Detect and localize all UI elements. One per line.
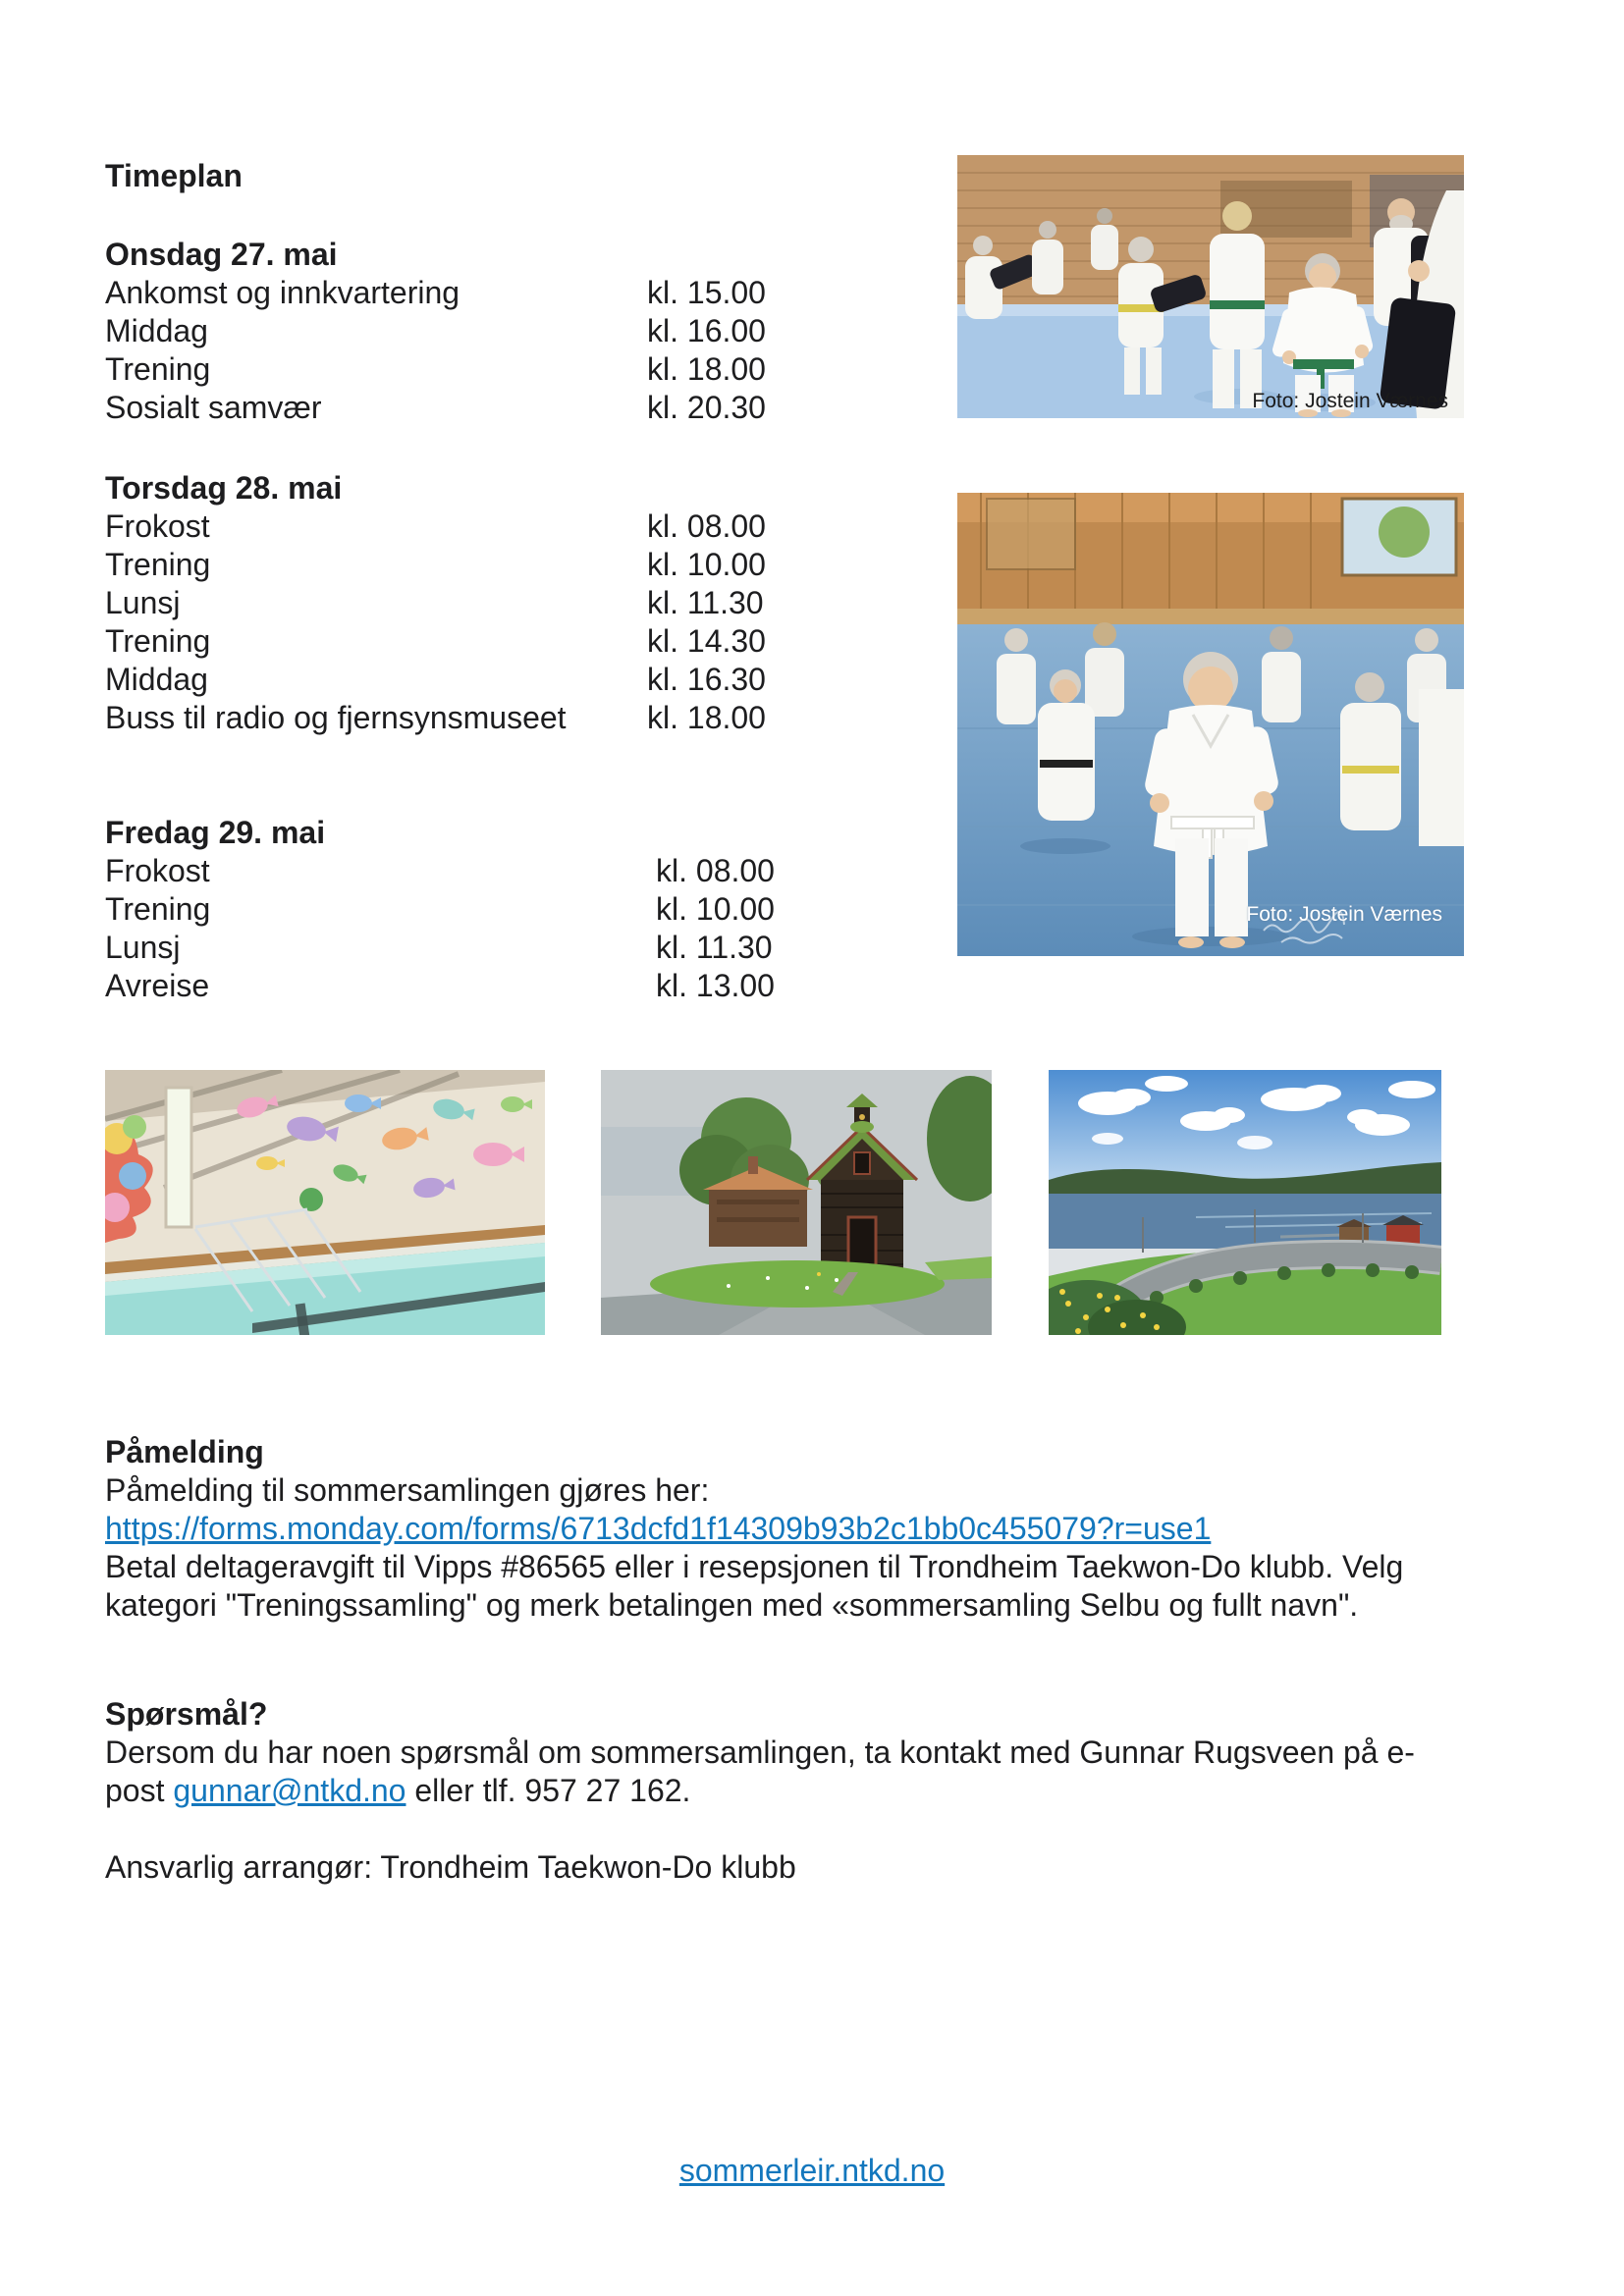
activity: Trening xyxy=(105,547,211,582)
schedule-row xyxy=(105,546,1067,584)
timeplan-heading: Timeplan xyxy=(105,158,243,193)
footer-site-link[interactable]: sommerleir.ntkd.no xyxy=(678,2153,946,2188)
day-label: Onsdag 27. mai xyxy=(105,237,338,272)
photo-training-action xyxy=(957,155,1464,418)
email-link[interactable]: gunnar@ntkd.no xyxy=(173,1773,406,1808)
activity: Frokost xyxy=(105,508,210,544)
schedule-row xyxy=(105,929,1067,967)
schedule-row xyxy=(105,584,1067,622)
schedule-row xyxy=(105,389,1067,427)
activity: Frokost xyxy=(105,853,210,888)
time: kl. 20.30 xyxy=(647,390,766,425)
photo-credit: Foto: Jostein Værnes xyxy=(1246,903,1442,926)
schedule-row xyxy=(105,350,1067,389)
time: kl. 11.30 xyxy=(656,930,773,965)
activity: Trening xyxy=(105,351,211,387)
time: kl. 16.30 xyxy=(647,662,766,697)
schedule-row xyxy=(105,852,1067,890)
photo-training-group xyxy=(957,493,1464,956)
schedule-row xyxy=(105,661,1067,699)
registration-heading: Påmelding xyxy=(105,1434,264,1469)
activity: Middag xyxy=(105,313,208,348)
time: kl. 10.00 xyxy=(647,547,766,582)
activity: Lunsj xyxy=(105,585,181,620)
registration-intro: Påmelding til sommersamlingen gjøres her: xyxy=(105,1472,710,1508)
fjord-landscape-illustration xyxy=(1049,1070,1441,1335)
schedule-row xyxy=(105,622,1067,661)
time: kl. 10.00 xyxy=(656,891,775,927)
schedule-row xyxy=(105,312,1067,350)
time: kl. 15.00 xyxy=(647,275,766,310)
questions-text-before: Dersom du har noen spørsmål om sommersamlingen, ta kontakt med Gunnar Rugsveen på e-post xyxy=(105,1735,1415,1808)
activity: Lunsj xyxy=(105,930,181,965)
training-group-illustration xyxy=(957,493,1464,956)
time: kl. 11.30 xyxy=(647,585,764,620)
schedule-row xyxy=(105,507,1067,546)
photo-swimming-pool xyxy=(105,1070,545,1335)
old-building-illustration xyxy=(601,1070,992,1335)
questions-heading: Spørsmål? xyxy=(105,1696,268,1732)
organizer-line: Ansvarlig arrangør: Trondheim Taekwon-Do klubb xyxy=(105,1849,796,1885)
day-label: Fredag 29. mai xyxy=(105,815,326,850)
activity: Ankomst og innkvartering xyxy=(105,275,460,310)
time: kl. 18.00 xyxy=(647,351,766,387)
time: kl. 08.00 xyxy=(656,853,775,888)
swimming-pool-illustration xyxy=(105,1070,545,1335)
questions-paragraph xyxy=(105,1734,1452,1810)
activity: Sosialt samvær xyxy=(105,390,322,425)
time: kl. 08.00 xyxy=(647,508,766,544)
page-footer xyxy=(0,2152,1624,2190)
activity: Middag xyxy=(105,662,208,697)
schedule-day-fredag xyxy=(105,814,1067,1005)
questions-text-after: eller tlf. 957 27 162. xyxy=(406,1773,691,1808)
training-action-illustration xyxy=(957,155,1464,418)
time: kl. 14.30 xyxy=(647,623,766,659)
photo-old-building xyxy=(601,1070,992,1335)
day-label: Torsdag 28. mai xyxy=(105,470,343,506)
time: kl. 16.00 xyxy=(647,313,766,348)
schedule-row xyxy=(105,967,1067,1005)
registration-form-link[interactable]: https://forms.monday.com/forms/6713dcfd1f14309b93b2c1bb0c455079?r=use1 xyxy=(105,1511,1212,1546)
activity: Trening xyxy=(105,623,211,659)
activity: Avreise xyxy=(105,968,210,1003)
activity: Trening xyxy=(105,891,211,927)
payment-info: Betal deltageravgift til Vipps #86565 eller i resepsjonen til Trondheim Taekwon-Do klubb. Velg kategori "Treningssamling" og merk betalingen med «sommersamling Selbu og fullt navn". xyxy=(105,1549,1404,1623)
schedule-row xyxy=(105,274,1067,312)
photo-fjord-landscape xyxy=(1049,1070,1441,1335)
schedule-day-onsdag xyxy=(105,236,1067,427)
photo-credit: Foto: Jostein Værnes xyxy=(1252,390,1448,412)
schedule-row xyxy=(105,699,1067,737)
schedule-day-torsdag xyxy=(105,469,1067,737)
activity: Buss til radio og fjernsynsmuseet xyxy=(105,700,567,735)
time: kl. 13.00 xyxy=(656,968,775,1003)
time: kl. 18.00 xyxy=(647,700,766,735)
schedule-row xyxy=(105,890,1067,929)
